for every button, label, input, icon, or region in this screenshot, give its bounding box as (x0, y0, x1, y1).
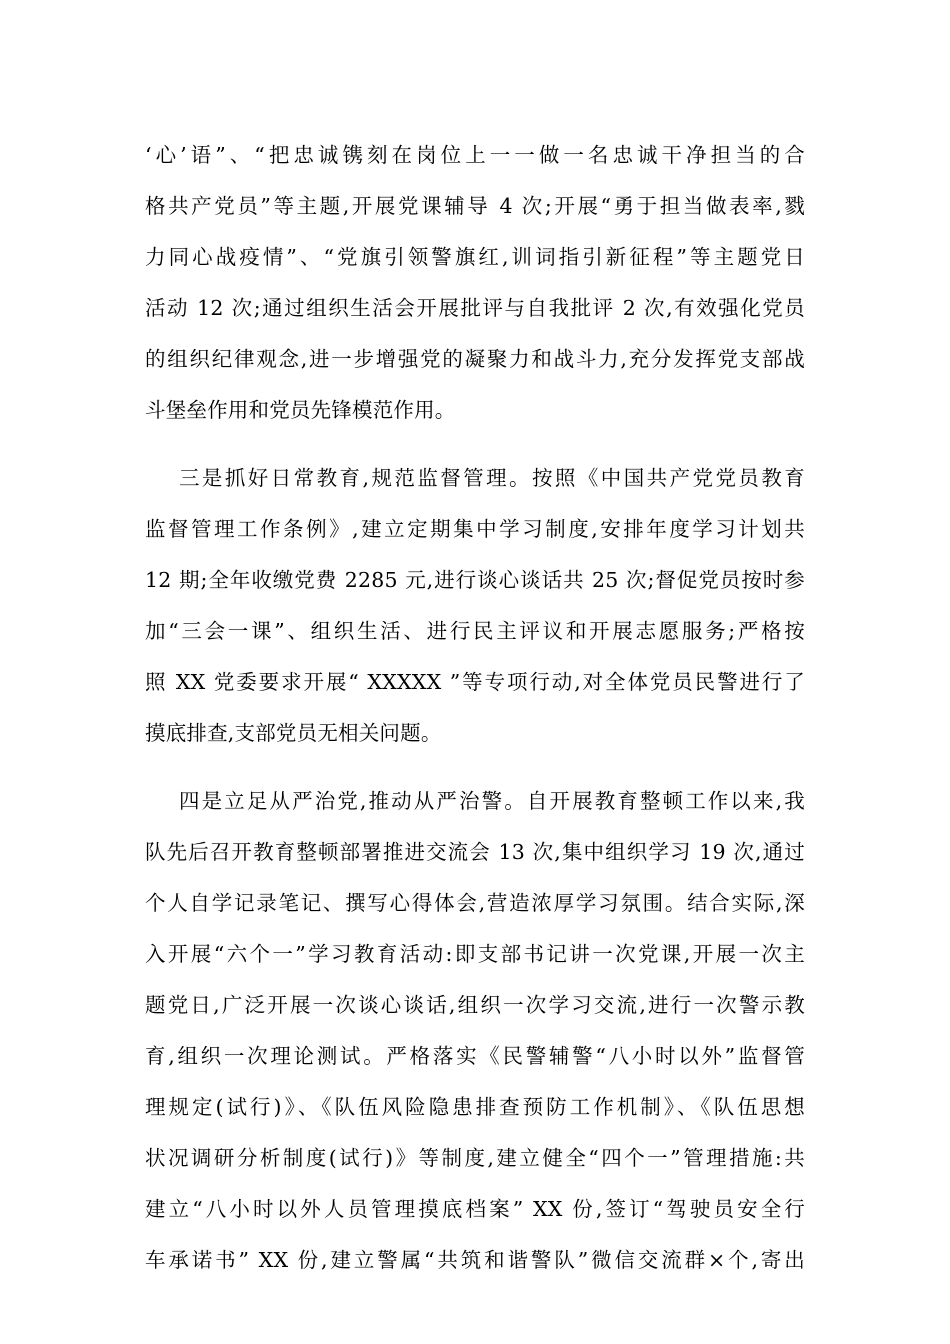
document-body (145, 130, 805, 1286)
text-line: 力同心战疫情”、“党旗引领警旗红,训词指引新征程”等主题党日 (145, 245, 805, 269)
text-line: 三是抓好日常教育,规范监督管理。按照《中国共产党党员教育 (179, 466, 805, 490)
text-line: 车承诺书” XX 份,建立警属“共筑和谐警队”微信交流群×个,寄出 (145, 1248, 805, 1272)
text-line: 监督管理工作条例》,建立定期集中学习制度,安排年度学习计划共 (145, 517, 805, 541)
paragraph-gap (145, 759, 805, 776)
paragraph-party-lessons (145, 130, 805, 436)
paragraph-gap (145, 436, 805, 453)
text-line: ‘心’语”、“把忠诚镌刻在岗位上一一做一名忠诚干净担当的合 (145, 143, 805, 167)
text-line: 加“三会一课”、组织生活、进行民主评议和开展志愿服务;严格按 (145, 619, 805, 643)
text-line: 的组织纪律观念,进一步增强党的凝聚力和战斗力,充分发挥党支部战 (145, 347, 805, 371)
text-line: 斗堡垒作用和党员先锋模范作用。 (145, 398, 456, 422)
text-line: 理规定(试行)》、《队伍风险隐患排查预防工作机制》、《队伍思想 (145, 1095, 805, 1119)
text-line: 题党日,广泛开展一次谈心谈话,组织一次学习交流,进行一次警示教 (145, 993, 805, 1017)
paragraph-strict-governance (145, 776, 805, 1286)
text-line: 四是立足从严治党,推动从严治警。自开展教育整顿工作以来,我 (179, 789, 805, 813)
text-line: 入开展“六个一”学习教育活动:即支部书记讲一次党课,开展一次主 (145, 942, 805, 966)
text-line: 建立“八小时以外人员管理摸底档案” XX 份,签订“驾驶员安全行 (145, 1197, 805, 1221)
text-line: 活动 12 次;通过组织生活会开展批评与自我批评 2 次,有效强化党员 (145, 296, 805, 320)
text-line: 格共产党员”等主题,开展党课辅导 4 次;开展“勇于担当做表率,戮 (145, 194, 805, 218)
text-line: 育,组织一次理论测试。严格落实《民警辅警“八小时以外”监督管 (145, 1044, 805, 1068)
text-line: 摸底排查,支部党员无相关问题。 (145, 721, 442, 745)
text-line: 照 XX 党委要求开展“ XXXXX ”等专项行动,对全体党员民警进行了 (145, 670, 805, 694)
paragraph-daily-education (145, 453, 805, 759)
text-line: 12 期;全年收缴党费 2285 元,进行谈心谈话共 25 次;督促党员按时参 (145, 568, 805, 592)
text-line: 队先后召开教育整顿部署推进交流会 13 次,集中组织学习 19 次,通过 (145, 840, 805, 864)
text-line: 个人自学记录笔记、撰写心得体会,营造浓厚学习氛围。结合实际,深 (145, 891, 805, 915)
text-line: 状况调研分析制度(试行)》等制度,建立健全“四个一”管理措施:共 (145, 1146, 805, 1170)
